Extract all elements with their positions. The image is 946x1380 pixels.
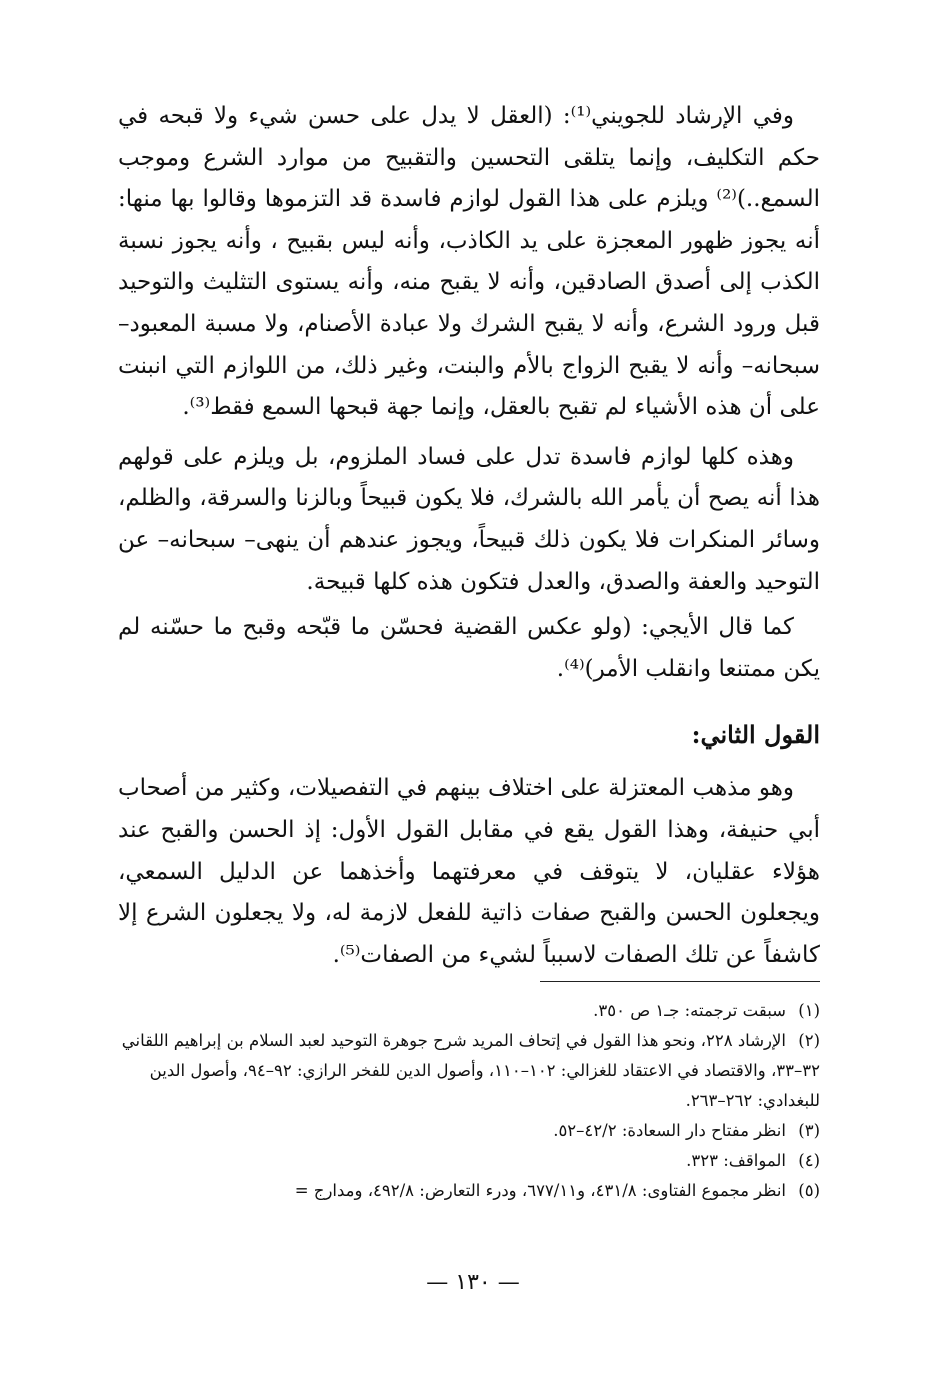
page-body — [118, 96, 820, 976]
footnote-text: انظر مفتاح دار السعادة: ٤٢/٢–٥٢. — [553, 1121, 786, 1140]
footnote-text: المواقف: ٣٢٣. — [686, 1151, 786, 1170]
paragraph-irshad-juwayni: وفي الإرشاد للجويني⁽¹⁾: (العقل لا يدل على حسن شيء ولا قبحه في حكم التكليف، وإنما يتلقى التحسين والتقبيح من موارد الشرع وموجب السمع..)⁽²⁾ ويلزم على هذا القول لوازم فاسدة قد التزموها وقالوا بها منها: أنه يجوز ظهور المعجزة على يد الكاذب، وأنه ليس بقبيح ، وأنه يجوز نسبة الكذب إلى أصدق الصادقين، وأنه لا يقبح منه، وأنه يستوى التثليث والتوحيد قبل ورود الشرع، وأنه لا يقبح الشرك ولا عبادة الأصنام، ولا مسبة المعبود– سبحانه– وأنه لا يقبح الزواج بالأم والبنت، وغير ذلك، من اللوازم التي انبنت على أن هذه الأشياء لم تقبح بالعقل، وإنما جهة قبحها السمع فقط⁽³⁾. — [118, 103, 820, 421]
paragraph-corrupt-consequences: وهذه كلها لوازم فاسدة تدل على فساد الملزوم، بل ويلزم على قولهم هذا أنه يصح أن يأمر الله بالشرك، فلا يكون قبيحاً وبالزنا والسرقة، والظلم، وسائر المنكرات فلا يكون ذلك قبيحاً، ويجوز عندهم أن ينهى– سبحانه– عن التوحيد والعفة والصدق، والعدل فتكون هذه كلها قبيحة. — [118, 443, 820, 595]
paragraph-mutazila-view: وهو مذهب المعتزلة على اختلاف بينهم في التفصيلات، وكثير من أصحاب أبي حنيفة، وهذا القول يقع في مقابل القول الأول: إذ الحسن والقبح عند هؤلاء عقليان، لا يتوقف في معرفتهما وأخذهما عن الدليل السمعي، ويجعلون الحسن والقبح صفات ذاتية للفعل لازمة له، ولا يجعلون الشرع إلا كاشفاً عن تلك الصفات لاسبباً لشيء من الصفات⁽⁵⁾. — [118, 775, 820, 968]
section-heading-second-view: القول الثاني: — [691, 720, 820, 750]
footnotes — [118, 996, 820, 1206]
footnote-5 — [118, 1176, 820, 1206]
footnote-3 — [118, 1116, 820, 1146]
footnote-4 — [118, 1146, 820, 1176]
footnote-2 — [118, 1026, 820, 1116]
footnote-number: (٣) — [798, 1121, 820, 1140]
footnote-number: (٤) — [798, 1151, 820, 1170]
footnote-separator — [540, 981, 820, 982]
footnote-text: الإرشاد ٢٢٨، ونحو هذا القول في إتحاف المريد شرح جوهرة التوحيد لعبد السلام بن إبراهيم اللقاني ٣٢–٣٣، والاقتصاد في الاعتقاد للغزالي: ١٠٢–١١٠، وأصول الدين للفخر الرازي: ٩٢–٩٤، وأصول الدين للبغدادي: ٢٦٢–٢٦٣. — [121, 1031, 820, 1110]
footnote-text: انظر مجموع الفتاوى: ٤٣١/٨، و٦٧٧/١١، ودرء التعارض: ٤٩٢/٨، ومدارج = — [294, 1181, 786, 1200]
footnote-number: (٢) — [798, 1031, 820, 1050]
footnote-text: سبقت ترجمته: جـ١ ص ٣٥٠. — [593, 1001, 786, 1020]
footnote-number: (٥) — [798, 1181, 820, 1200]
paragraph-iji-quote: كما قال الأيجي: (ولو عكس القضية فحسّن ما قبّحه وقبح ما حسّنه لم يكن ممتنعا وانقلب الأمر)⁽⁴⁾. — [118, 614, 820, 682]
footnote-number: (١) — [798, 1001, 820, 1020]
page-number: — ١٣٠ — — [426, 1270, 520, 1295]
footnote-1 — [118, 996, 820, 1026]
